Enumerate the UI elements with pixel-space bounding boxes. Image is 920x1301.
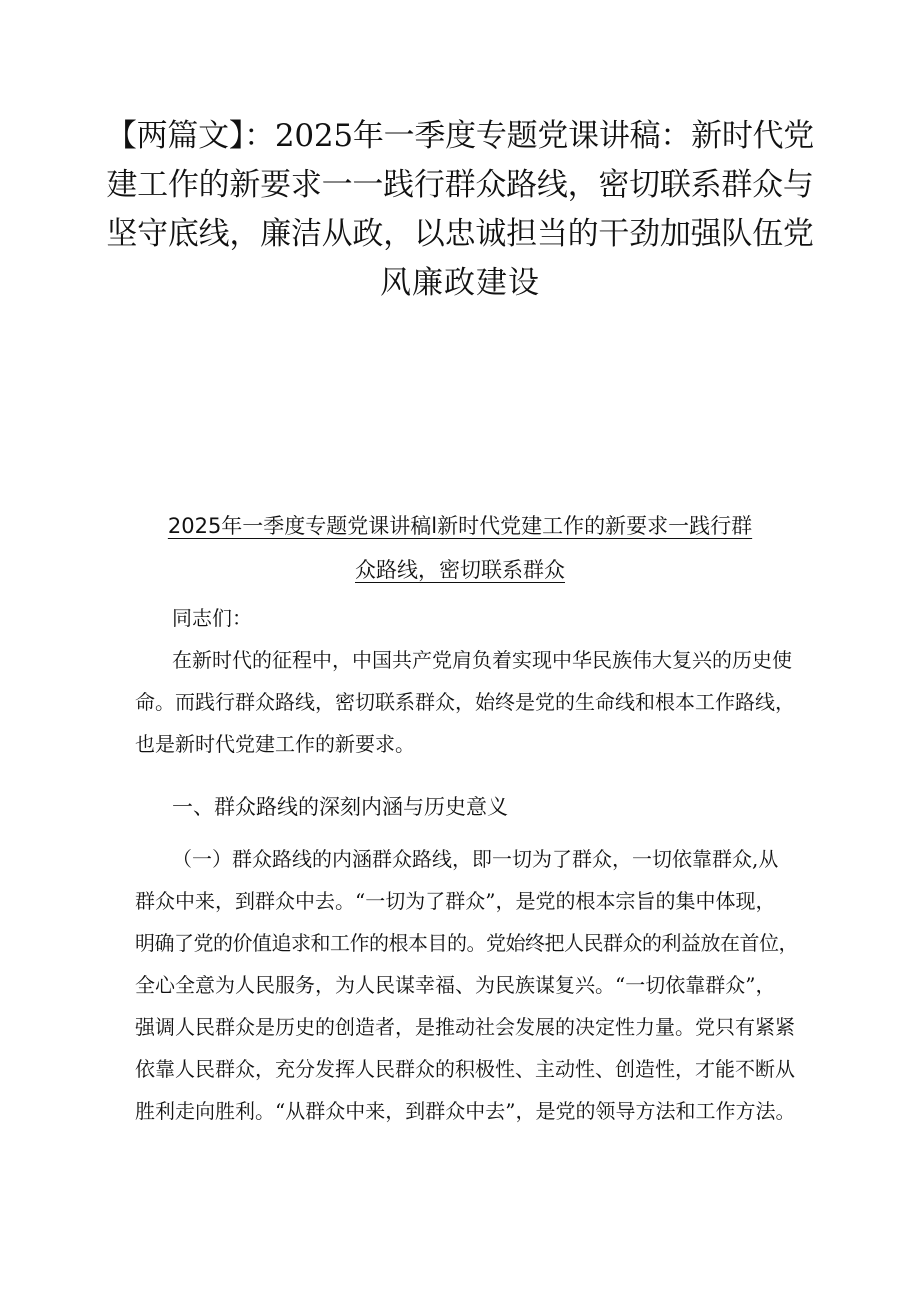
subtitle-line: 2025年一季度专题党课讲稿l新时代党建工作的新要求一践行群 <box>167 514 753 538</box>
paragraph-line: 强调人民群众是历史的创造者，是推动社会发展的决定性力量。党只有紧紧 <box>135 1015 795 1039</box>
paragraph-line: 依靠人民群众，充分发挥人民群众的积极性、主动性、创造性，才能不断从 <box>135 1057 795 1081</box>
paragraph-line: 群众中来，到群众中去。“一切为了群众”，是党的根本宗旨的集中体现， <box>135 889 776 913</box>
section-body-paragraph <box>135 838 800 1132</box>
paragraph-line: 全心全意为人民服务，为人民谋幸福、为民族谋复兴。“一切依靠群众”， <box>135 973 776 997</box>
paragraph-line: 明确了党的价值追求和工作的根本目的。党始终把人民群众的利益放在首位， <box>135 931 798 955</box>
document-title <box>100 112 820 308</box>
paragraph-line: 胜利走向胜利。“从群众中来，到群众中去”，是党的领导方法和工作方法。 <box>135 1099 796 1123</box>
title-line: 风廉政建设 <box>380 265 540 301</box>
salutation: 同志们： <box>172 606 252 630</box>
title-line: 坚守底线，廉洁从政，以忠诚担当的干劲加强队伍党 <box>106 216 814 252</box>
section-heading: 一、群众路线的深刻内涵与历史意义 <box>172 795 508 819</box>
document-subtitle <box>100 504 820 592</box>
paragraph-line: （一）群众路线的内涵群众路线，即一切为了群众，一切依靠群众,从 <box>172 847 779 871</box>
title-line: 【两篇文】：2025年一季度专题党课讲稿：新时代党 <box>105 118 815 154</box>
paragraph-line: 也是新时代党建工作的新要求。 <box>135 732 415 756</box>
subtitle-line: 众路线，密切联系群众 <box>355 558 565 582</box>
paragraph-line: 命。而践行群众路线，密切联系群众，始终是党的生命线和根本工作路线， <box>135 690 795 714</box>
title-line: 建工作的新要求一一践行群众路线，密切联系群众与 <box>106 167 814 203</box>
intro-paragraph <box>135 639 800 765</box>
paragraph-line: 在新时代的征程中，中国共产党肩负着实现中华民族伟大复兴的历史使 <box>172 648 792 672</box>
